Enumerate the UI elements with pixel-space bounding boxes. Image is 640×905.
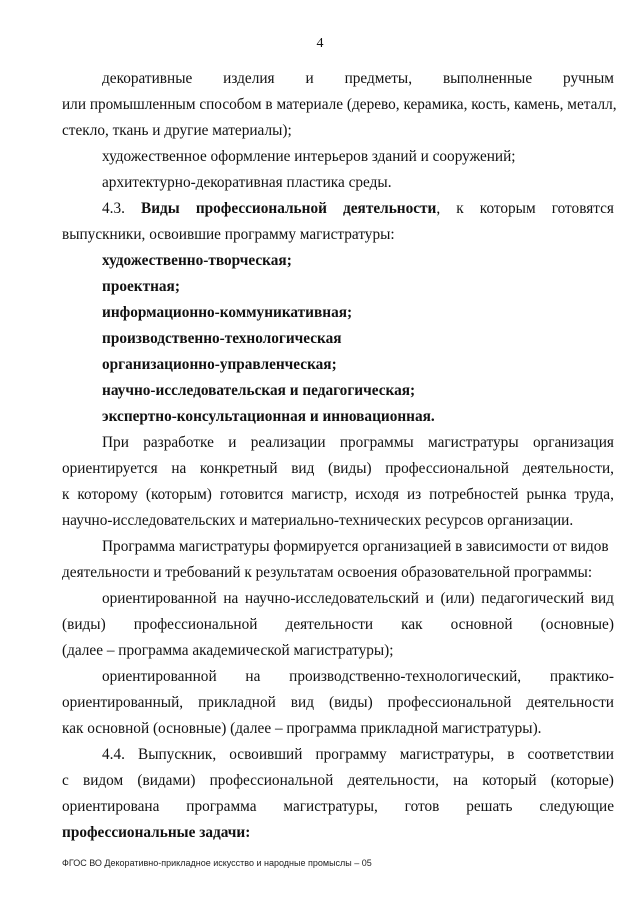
activity-item: организационно-управленческая;	[102, 356, 337, 373]
word: как	[401, 616, 423, 633]
word: декоративные	[102, 70, 193, 87]
paragraph-line: (далее – программа академической магистратуры);	[62, 642, 394, 659]
word: (которые)	[550, 772, 614, 789]
paragraph-line	[62, 430, 614, 456]
word: на	[171, 460, 187, 477]
word: и	[228, 434, 237, 451]
paragraph-line: выпускники, освоившие программу магистратуры:	[62, 226, 395, 243]
footer-note: ФГОС ВО Декоративно-прикладное искусство и народные промыслы – 05	[62, 858, 372, 868]
word: педагогический	[481, 590, 585, 607]
paragraph-line: деятельности и требований к результатам освоения образовательной программы:	[62, 564, 593, 581]
word: ориентируется	[62, 460, 158, 477]
activity-item: информационно-коммуникативная;	[102, 304, 353, 321]
paragraph-line: стекло, ткань и другие материалы);	[62, 122, 292, 139]
word: готовятся	[551, 200, 614, 217]
word: реализации	[250, 434, 326, 451]
word: к	[456, 200, 464, 217]
word: исходя	[355, 486, 400, 503]
word: деятельности	[526, 694, 614, 711]
word: (видами)	[137, 772, 196, 789]
paragraph-line: как основной (основные) (далее – программа прикладной магистратуры).	[62, 720, 542, 737]
word: магистратуры,	[399, 746, 495, 763]
paragraph-line	[62, 456, 614, 482]
word: ориентированный,	[62, 694, 184, 711]
word: ориентированной	[102, 668, 217, 685]
word: из	[407, 486, 422, 503]
section-heading-line	[62, 742, 614, 768]
word: деятельности	[285, 616, 374, 633]
list-item: архитектурно-декоративная пластика среды.	[102, 174, 392, 191]
section-heading-line	[62, 196, 614, 222]
paragraph-line: или промышленным способом в материале (дерево, керамика, кость, камень, металл,	[62, 96, 617, 113]
word: ориентированной	[102, 590, 217, 607]
activity-item: художественно-творческая;	[102, 252, 292, 269]
word: и	[425, 590, 434, 607]
word: потребностей	[429, 486, 519, 503]
word: разработке	[143, 434, 214, 451]
word: профессиональной	[209, 772, 334, 789]
paragraph-line	[62, 612, 614, 638]
paragraph-line	[62, 768, 614, 794]
word: магистратуры,	[283, 798, 378, 815]
word: освоивший	[229, 746, 303, 763]
word: вид	[291, 460, 315, 477]
paragraph-line	[62, 690, 614, 716]
paragraph-line: научно-исследовательских и материально-технических ресурсов организации.	[62, 512, 574, 529]
section-number: 4.3.	[102, 200, 125, 217]
word: профессиональной	[133, 616, 258, 633]
word: (которым)	[145, 486, 212, 503]
page-number: 4	[316, 36, 324, 51]
word: ручным	[563, 70, 614, 87]
word: научно-исследовательский	[244, 590, 419, 607]
word: который	[482, 772, 537, 789]
word: прикладной	[198, 694, 276, 711]
word: профессиональной	[195, 200, 327, 217]
activity-item: производственно-технологическая	[102, 330, 342, 347]
word: ориентирована	[62, 798, 160, 815]
word: следующие	[539, 798, 614, 815]
word: готовится	[219, 486, 284, 503]
activity-item: экспертно-консультационная и инновационная.	[102, 408, 435, 425]
word: видом	[82, 772, 124, 789]
word: которому	[77, 486, 138, 503]
paragraph-line: Программа магистратуры формируется организацией в зависимости от видов	[102, 538, 609, 555]
word: с	[62, 772, 69, 789]
paragraph-line	[62, 664, 614, 690]
word: предметы,	[344, 70, 413, 87]
word: деятельности,	[343, 200, 441, 217]
word: вид	[590, 590, 614, 607]
word: и	[305, 70, 314, 87]
word: рынка	[526, 486, 567, 503]
word: практико-	[549, 668, 614, 685]
word: на	[223, 590, 239, 607]
word: организация	[532, 434, 614, 451]
word: программу	[315, 746, 387, 763]
word: производственно-технологический,	[289, 668, 522, 685]
paragraph-line	[62, 66, 614, 92]
word: готов	[404, 798, 440, 815]
section-number: 4.4.	[102, 746, 125, 763]
activity-item: научно-исследовательская и педагогическая;	[102, 382, 416, 399]
word: в	[507, 746, 515, 763]
document-body	[62, 66, 617, 846]
word: деятельности,	[347, 772, 439, 789]
paragraph-line	[62, 794, 614, 820]
word: магистр,	[291, 486, 348, 503]
word: магистратуры	[428, 434, 519, 451]
word: профессиональной	[385, 460, 509, 477]
word: на	[453, 772, 469, 789]
word: выполненные	[442, 70, 533, 87]
bold-term: деятельности	[343, 200, 437, 217]
word: профессиональной	[387, 694, 512, 711]
word: (виды)	[62, 616, 106, 633]
word: Выпускник,	[138, 746, 217, 763]
word: которым	[479, 200, 536, 217]
word: конкретный	[199, 460, 278, 477]
word: Виды	[141, 200, 180, 217]
word: решать	[466, 798, 513, 815]
word: При	[102, 434, 129, 451]
word: деятельности,	[522, 460, 614, 477]
word: (или)	[440, 590, 475, 607]
list-item: художественное оформление интерьеров зданий и сооружений;	[102, 148, 516, 165]
word: на	[245, 668, 261, 685]
word: программа	[186, 798, 257, 815]
word: к	[62, 486, 70, 503]
activity-item: проектная;	[102, 278, 180, 295]
word: (виды)	[329, 694, 373, 711]
word: изделия	[223, 70, 275, 87]
paragraph-line	[62, 482, 614, 508]
word: (основные)	[540, 616, 614, 633]
paragraph-line: профессиональные задачи:	[62, 824, 251, 841]
word: вид	[290, 694, 314, 711]
word: соответствии	[527, 746, 614, 763]
word: программы	[339, 434, 414, 451]
word: (виды)	[327, 460, 372, 477]
word: основной	[450, 616, 513, 633]
word: труда,	[574, 486, 614, 503]
paragraph-line	[62, 586, 614, 612]
